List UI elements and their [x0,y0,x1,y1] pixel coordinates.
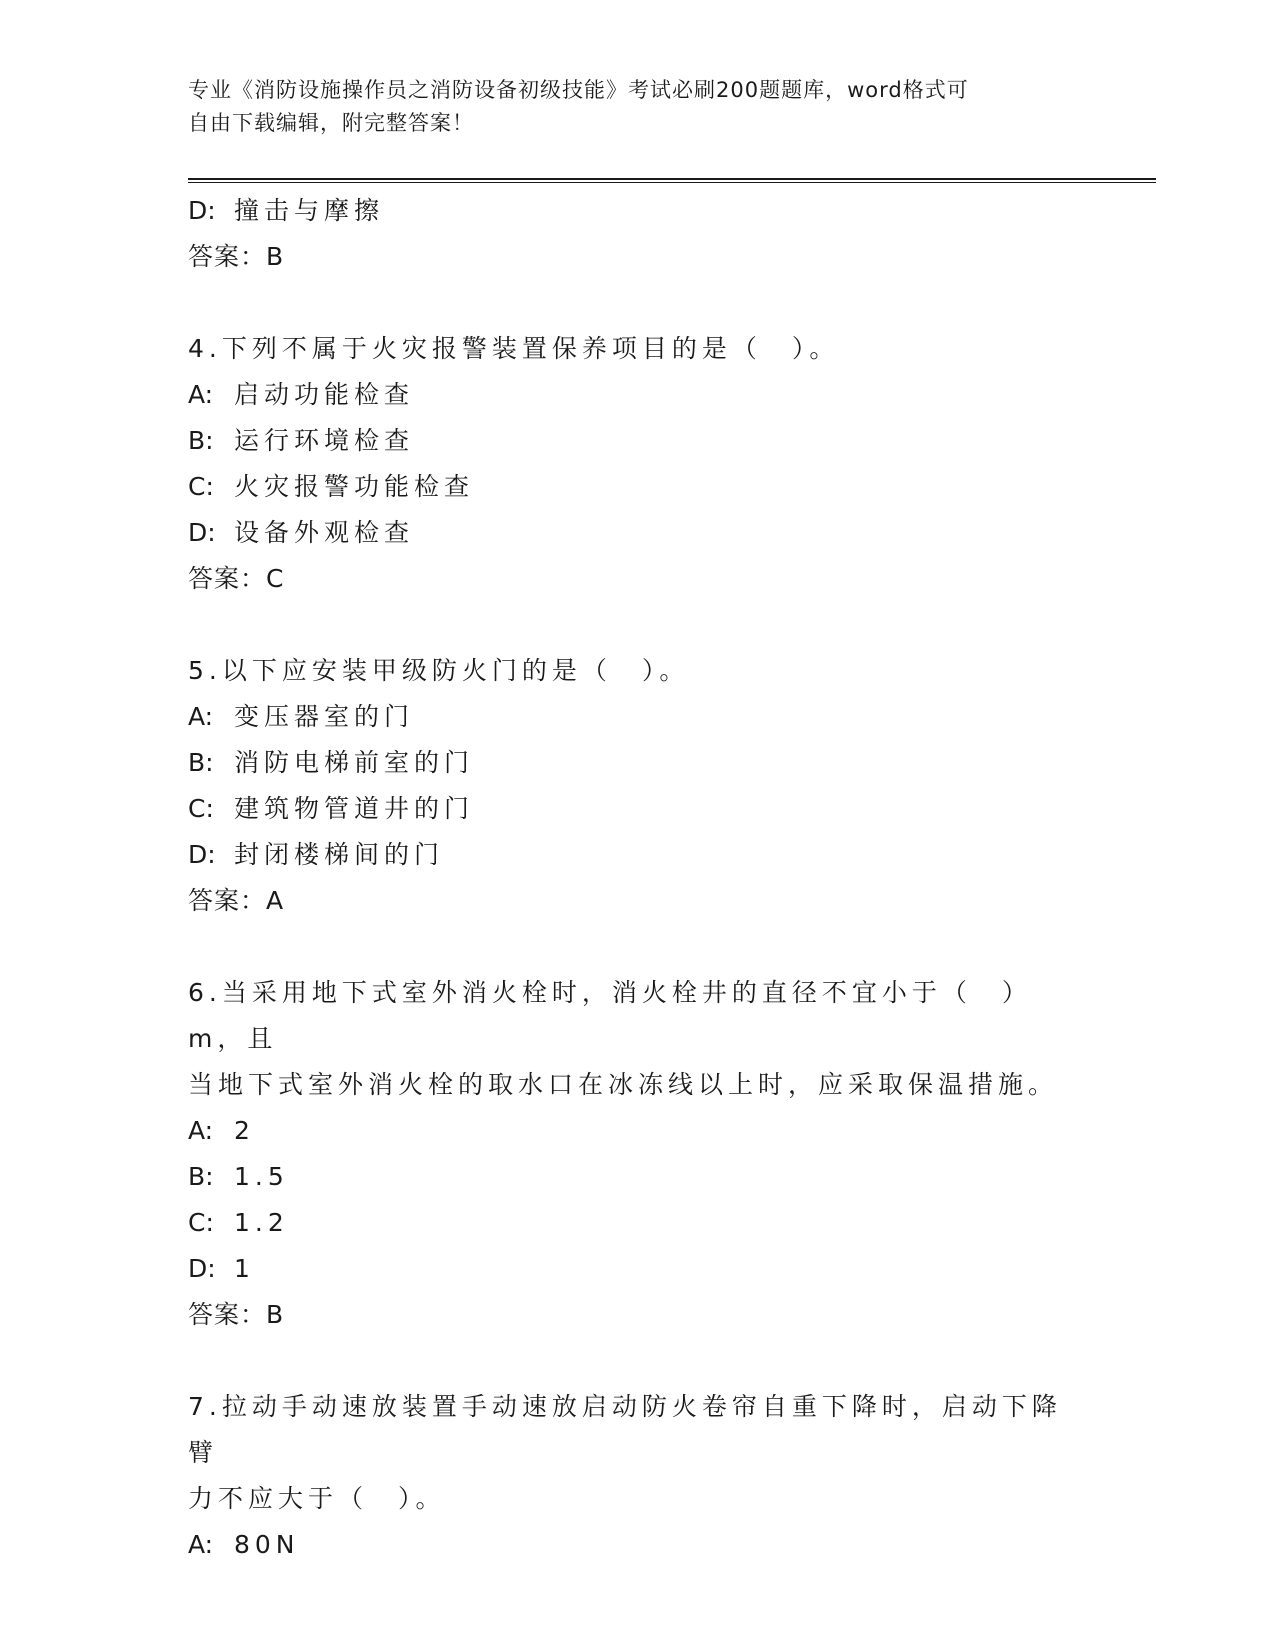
answer-label: 答案： [188,242,267,271]
question-stem: 5.以下应安装甲级防火门的是（ ）。 [188,656,690,685]
option-key: B: [188,748,214,777]
option-key: D: [188,1254,216,1283]
option-key: C: [188,472,214,501]
header-line-1: 专业《消防设施操作员之消防设备初级技能》考试必刷200题题库，word格式可 [188,78,969,102]
option-d [188,1246,1088,1292]
answer-label: 答案： [188,1300,267,1329]
option-a [188,694,1088,740]
option-text: 1.2 [234,1208,289,1237]
answer-label: 答案： [188,886,267,915]
question-stem-line-2: 当地下式室外消火栓的取水口在冰冻线以上时，应采取保温措施。 [188,1070,1059,1099]
option-text: 80N [234,1530,300,1559]
answer-line [188,878,1088,924]
option-key: D: [188,518,216,547]
option-text: 1.5 [234,1162,289,1191]
option-key: B: [188,426,214,455]
option-text: 消防电梯前室的门 [234,748,475,777]
option-d [188,188,1088,234]
question-content [188,188,1088,1568]
question-stem-line-1: 6.当采用地下式室外消火栓时，消火栓井的直径不宜小于（ ）m，且 [188,978,1032,1053]
option-text: 建筑物管道井的门 [234,794,475,823]
option-key: B: [188,1162,214,1191]
answer-line [188,234,1088,280]
option-b [188,418,1088,464]
option-a [188,372,1088,418]
header-line-2: 自由下载编辑，附完整答案！ [188,111,474,135]
question-stem-line-2: 力不应大于（ ）。 [188,1484,446,1513]
option-c [188,1200,1088,1246]
option-a [188,1522,1088,1568]
option-text: 启动功能检查 [234,380,415,409]
answer-line [188,1292,1088,1338]
option-key: A: [188,1530,214,1559]
option-text: 设备外观检查 [234,518,415,547]
question-stem-line-1: 7.拉动手动速放装置手动速放启动防火卷帘自重下降时，启动下降臂 [188,1392,1062,1467]
question-stem: 4.下列不属于火灾报警装置保养项目的是（ ）。 [188,334,840,363]
option-key: A: [188,1116,214,1145]
option-b [188,740,1088,786]
option-a [188,1108,1088,1154]
document-header [188,74,1068,140]
option-d [188,832,1088,878]
answer-value: B [266,1300,284,1329]
option-key: A: [188,702,214,731]
option-key: C: [188,1208,214,1237]
option-text: 撞击与摩擦 [234,196,385,225]
answer-value: C [266,564,284,593]
option-text: 2 [234,1116,255,1145]
option-text: 火灾报警功能检查 [234,472,475,501]
answer-line [188,556,1088,602]
option-text: 变压器室的门 [234,702,415,731]
answer-value: B [266,242,284,271]
answer-label: 答案： [188,564,267,593]
option-text: 封闭楼梯间的门 [234,840,445,869]
option-b [188,1154,1088,1200]
option-key: C: [188,794,214,823]
option-key: D: [188,196,216,225]
option-text: 运行环境检查 [234,426,415,455]
question-block [188,648,1088,924]
answer-value: A [266,886,284,915]
option-c [188,464,1088,510]
option-key: A: [188,380,214,409]
header-divider [188,178,1156,183]
option-text: 1 [234,1254,255,1283]
option-key: D: [188,840,216,869]
question-block [188,326,1088,602]
question-block [188,1384,1088,1568]
option-d [188,510,1088,556]
question-block [188,970,1088,1338]
option-c [188,786,1088,832]
